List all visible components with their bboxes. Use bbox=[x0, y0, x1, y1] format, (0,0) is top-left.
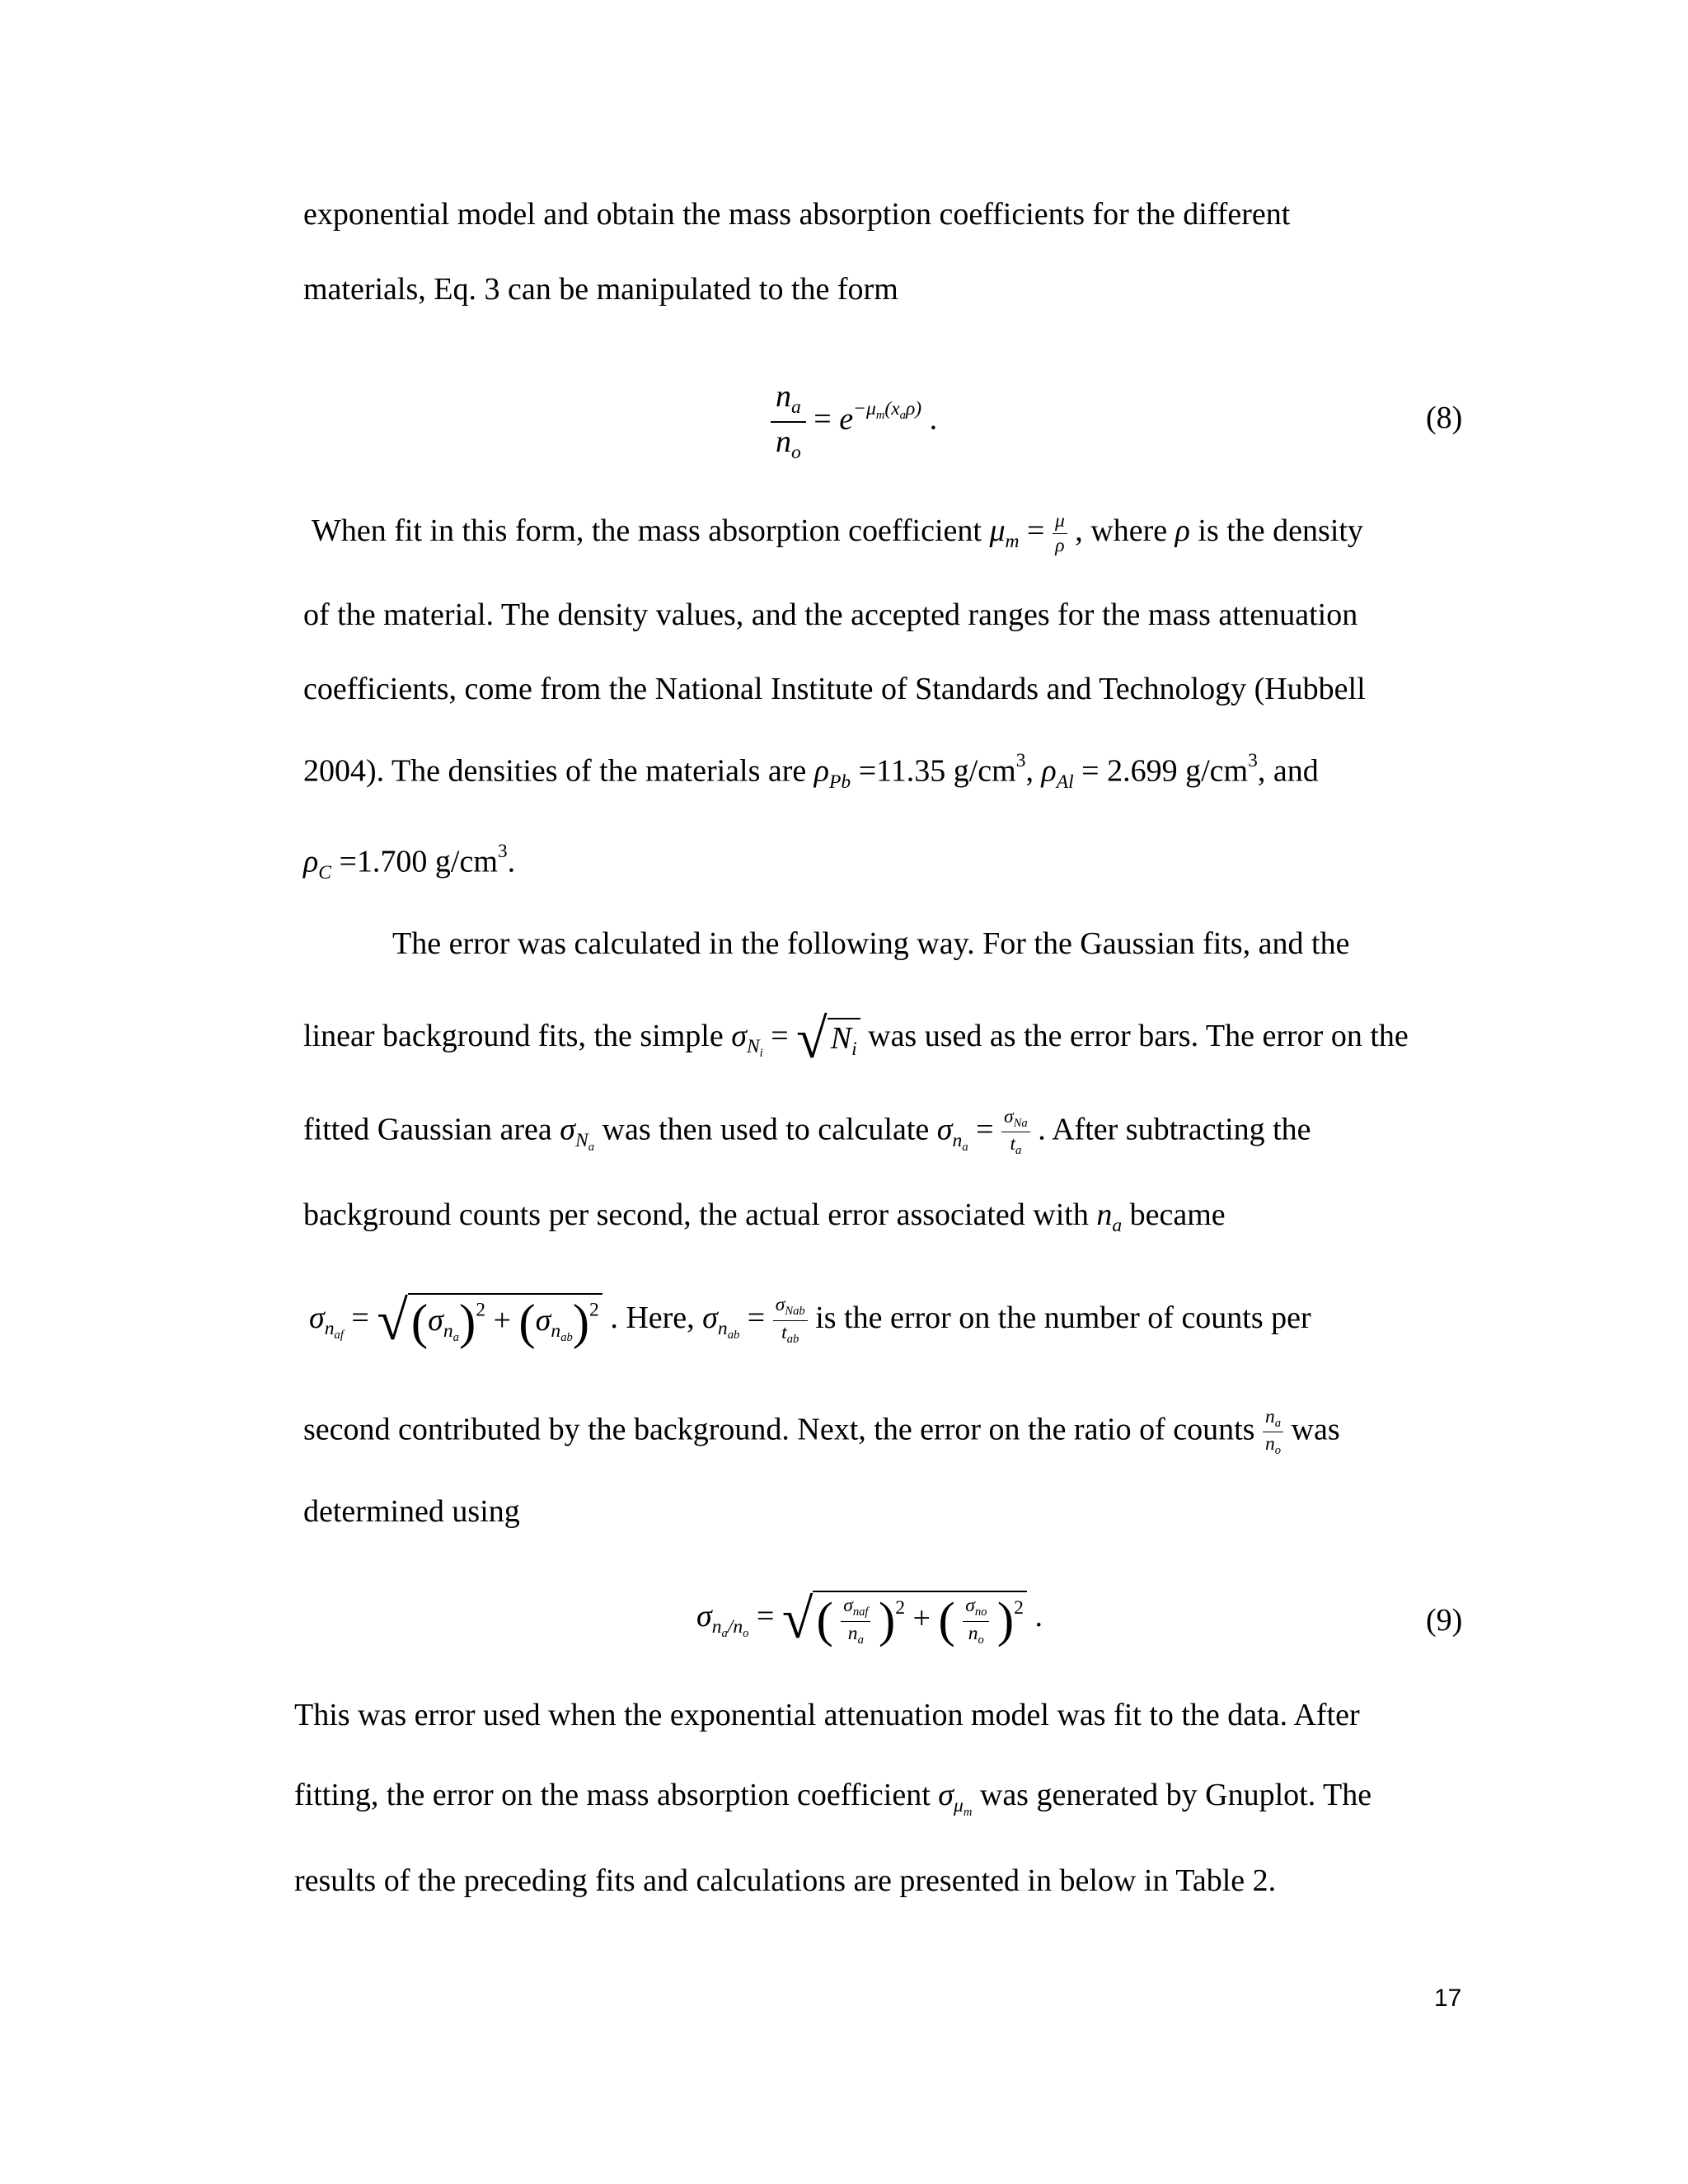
text-line: fitting, the error on the mass absorption coefficient $\sigma_{\mu_m}$ was generated by Gnuplot. The bbox=[294, 1778, 1372, 1820]
text-line: results of the preceding fits and calculations are presented in below in Table 2. bbox=[294, 1863, 1277, 1898]
text-line: This was error used when the exponential attenuation model was fit to the data. After bbox=[294, 1698, 1360, 1732]
text-line: When fit in this form, the mass absorption coefficient $\mu_m$ = $\frac{\mu}{\rho}$ , where ρ is the density bbox=[312, 510, 1363, 556]
text-line: $\sigma_{n_{af}} = √(\sigma_{n_a})^2 + (\sigma_{n_{ab}})^2$ . Here, $\sigma_{n_{ab}}$ = $\frac{\sigma_{Nab}}{t_{ab}}$ is the error on the number of counts per bbox=[309, 1289, 1311, 1352]
mu-over-rho-fraction: $\frac{\mu}{\rho}$ bbox=[1053, 511, 1067, 555]
sqrt-n-i: √ $N_i$ bbox=[796, 1010, 860, 1066]
page-number: 17 bbox=[1434, 1985, 1462, 2012]
text-line: fitted Gaussian area $\sigma_{N_a}$ was then used to calculate $\sigma_{n_a}$ = $\frac{\sigma_{Na}}{t_a}$ . After subtracting the bbox=[303, 1106, 1311, 1158]
equation-9: $\sigma_{n_a/n_o}$ = √( $\frac{\sigma_{naf}}{n_a}$ )$^2$ + ( $\frac{\sigma_{no}}{n_o}$ )$^2$ . bbox=[696, 1587, 1043, 1650]
text-line: determined using bbox=[303, 1494, 520, 1529]
equation-number-8: (8) bbox=[1426, 401, 1463, 435]
text-line: 2004). The densities of the materials are $\rho_{Pb} =11.35$ $g/cm^3$, $\rho_{Al} = 2.699$ $g/cm^3$, and bbox=[303, 750, 1319, 793]
text-line: The error was calculated in the following way. For the Gaussian fits, and the bbox=[392, 926, 1350, 961]
na-over-no-fraction: $\frac{n_a}{n_o}$ bbox=[1263, 1407, 1283, 1458]
text-line: exponential model and obtain the mass absorption coefficients for the different bbox=[303, 197, 1291, 232]
sigma-no-over-no: $\frac{\sigma_{no}}{n_o}$ bbox=[963, 1596, 989, 1647]
text-line: coefficients, come from the National Institute of Standards and Technology (Hubbell bbox=[303, 672, 1366, 706]
ratio-fraction: $\frac{n_a}{n_o}$ bbox=[771, 381, 806, 463]
sigma-nab-fraction: $\frac{\sigma_{Nab}}{t_{ab}}$ bbox=[773, 1295, 808, 1346]
sqrt-relative-errors: √( $\frac{\sigma_{naf}}{n_a}$ )$^2$ + ( $\frac{\sigma_{no}}{n_o}$ )$^2$ bbox=[782, 1591, 1027, 1647]
text-line: background counts per second, the actual error associated with $n_a$ became bbox=[303, 1197, 1226, 1237]
text-line: linear background fits, the simple $\sigma_{N_i}$ = √ $N_i$ was used as the error bars. The error on the bbox=[303, 1007, 1409, 1070]
sigma-naf-over-na: $\frac{\sigma_{naf}}{n_a}$ bbox=[841, 1596, 870, 1647]
text-line: materials, Eq. 3 can be manipulated to the form bbox=[303, 272, 898, 307]
equation-8: $\frac{n_a}{n_o}$ = $e^{-\mu_m(x_a\rho)}$ . bbox=[771, 381, 937, 463]
text-line: of the material. The density values, and the accepted ranges for the mass attenuation bbox=[303, 598, 1358, 632]
equation-number-9: (9) bbox=[1426, 1603, 1463, 1638]
text-line: $\rho_C =1.700$ $g/cm^3$. bbox=[303, 841, 516, 883]
sqrt-sum-squares: $√(\sigma_{n_a})^2 + (\sigma_{n_{ab}})^2$ bbox=[377, 1292, 603, 1348]
text-line: second contributed by the background. Next, the error on the ratio of counts $\frac{n_a}{n_o}$ was bbox=[303, 1406, 1340, 1458]
sigma-over-t-fraction: $\frac{\sigma_{Na}}{t_a}$ bbox=[1001, 1107, 1030, 1158]
